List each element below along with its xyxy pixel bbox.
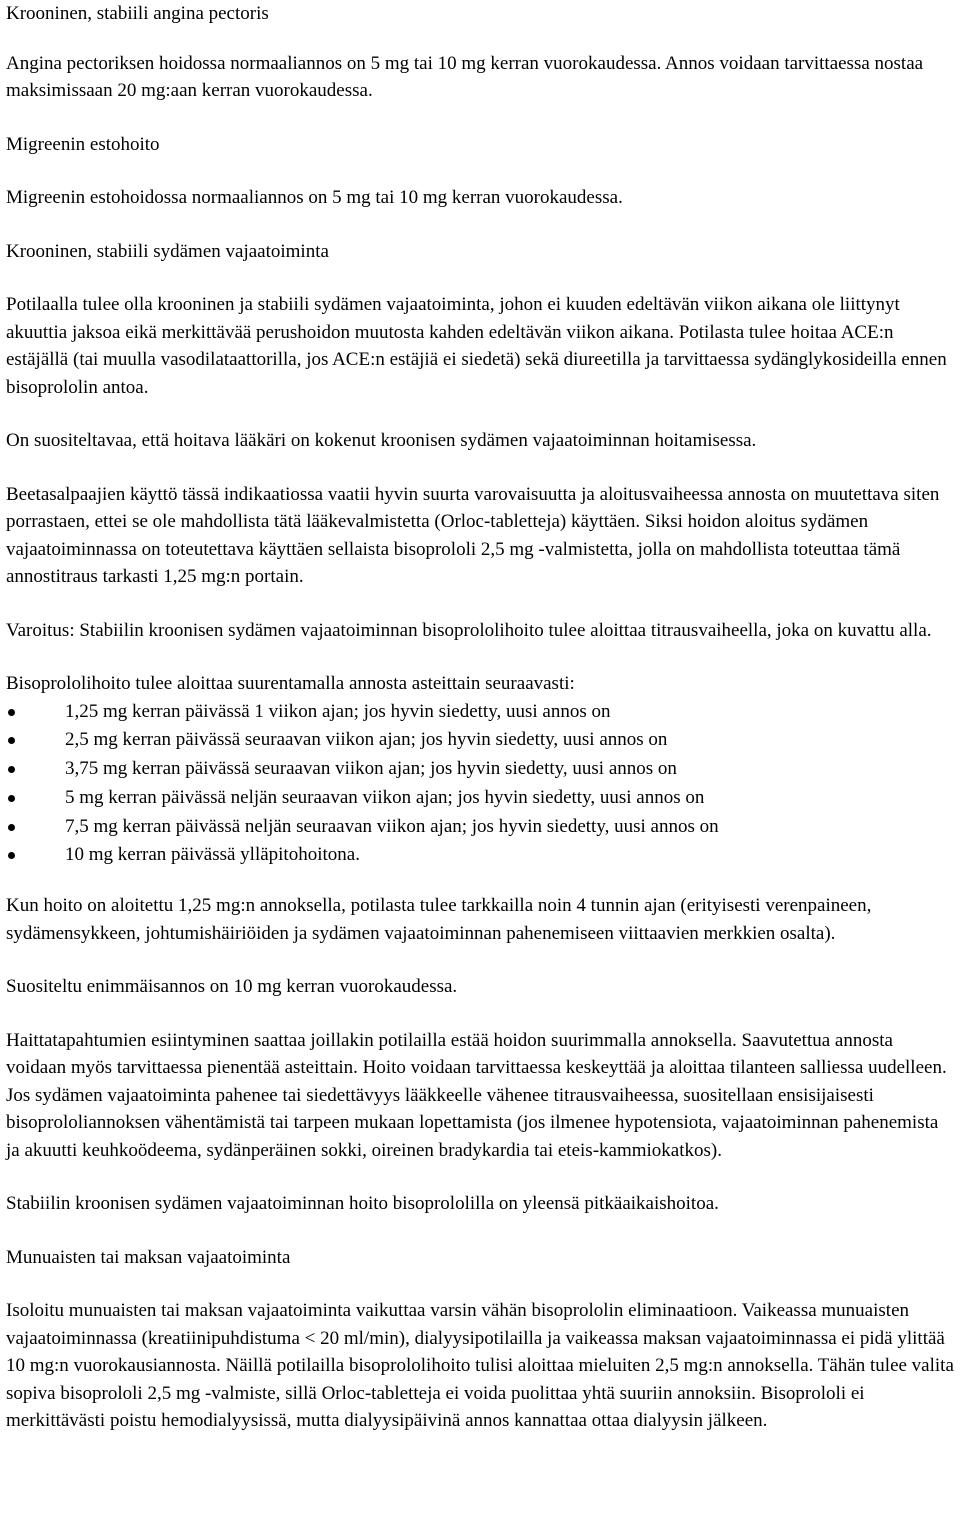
document-page	[6, 0, 954, 1435]
paragraph-long-term: Stabiilin kroonisen sydämen vajaatoiminnan hoito bisoprololilla on yleensä pitkäaikaishoitoa.	[6, 1193, 719, 1215]
heading-renal-hepatic: Munuaisten tai maksan vajaatoiminta	[6, 1246, 291, 1268]
list-item: 3,75 mg kerran päivässä seuraavan viikon ajan; jos hyvin siedetty, uusi annos on	[6, 755, 954, 784]
paragraph-max-dose: Suositeltu enimmäisannos on 10 mg kerran vuorokaudessa.	[6, 976, 458, 998]
paragraph-migraine-dosage: Migreenin estohoidossa normaaliannos on 5 mg tai 10 mg kerran vuorokaudessa.	[6, 187, 623, 208]
paragraph-beta-blocker-caution: Beetasalpaajien käyttö tässä indikaatiossa vaatii hyvin suurta varovaisuutta ja aloitusvaiheessa annosta on muutettava siten porrastaen, ettei se ole mahdollista tätä lääkevalmistetta (Orloc-tabletteja) käyttäen. Siksi hoidon aloitus sydämen vajaatoiminnassa on toteutettava käyttäen sellaista bisoprololi 2,5 mg -valmistetta, jolla on mahdollista toteuttaa tämä annostitraus tarkasti 1,25 mg:n portain.	[6, 483, 940, 587]
paragraph-monitoring: Kun hoito on aloitettu 1,25 mg:n annoksella, potilasta tulee tarkkailla noin 4 tunnin ajan (erityisesti verenpaineen, sydämensykkeen, johtumishäiriöiden ja sydämen vajaatoiminnan pahenemiseen viittaavien merkkien osalta).	[6, 895, 872, 944]
list-item: 10 mg kerran päivässä ylläpitohoitona.	[6, 841, 954, 870]
list-item: 1,25 mg kerran päivässä 1 viikon ajan; jos hyvin siedetty, uusi annos on	[6, 698, 954, 727]
list-item: 7,5 mg kerran päivässä neljän seuraavan viikon ajan; jos hyvin siedetty, uusi annos on	[6, 813, 954, 842]
titration-list	[6, 698, 954, 871]
paragraph-titration-intro: Bisoprololihoito tulee aloittaa suurentamalla annosta asteittain seuraavasti:	[6, 673, 575, 694]
paragraph-experienced-physician: On suositeltavaa, että hoitava lääkäri on kokenut kroonisen sydämen vajaatoiminnan hoitamisessa.	[6, 430, 757, 451]
heading-heart-failure: Krooninen, stabiili sydämen vajaatoiminta	[6, 240, 329, 262]
list-item: 2,5 mg kerran päivässä seuraavan viikon ajan; jos hyvin siedetty, uusi annos on	[6, 726, 954, 755]
paragraph-warning: Varoitus: Stabiilin kroonisen sydämen vajaatoiminnan bisoprololihoito tulee aloittaa titrausvaiheella, joka on kuvattu alla.	[6, 619, 932, 641]
heading-angina: Krooninen, stabiili angina pectoris	[6, 3, 269, 24]
paragraph-heart-failure-criteria: Potilaalla tulee olla krooninen ja stabiili sydämen vajaatoiminta, johon ei kuuden edeltävän viikon aikana ole liittynyt akuuttia jaksoa eikä merkittävää perushoidon muutosta kahden edeltävän viikon aikana. Potilasta tulee hoitaa ACE:n estäjällä (tai muulla vasodilataattorilla, jos ACE:n estäjiä ei siedetä) sekä diureetilla ja tarvittaessa sydänglykosideilla ennen bisoprololin antoa.	[6, 294, 947, 398]
paragraph-renal-hepatic: Isoloitu munuaisten tai maksan vajaatoiminta vaikuttaa varsin vähän bisoprololin eliminaatioon. Vaikeassa munuaisten vajaatoiminnassa (kreatiinipuhdistuma < 20 ml/min), dialyysipotilailla ja vaikeassa maksan vajaatoiminnassa ei pidä ylittää 10 mg:n vuorokausiannosta. Näillä potilailla bisoprololihoito tulisi aloittaa mieluiten 2,5 mg:n annoksella. Tähän tulee valita sopiva bisoprololi 2,5 mg -valmiste, sillä Orloc-tabletteja ei voida puolittaa yhtä suuriin annoksiin. Bisoprololi ei merkittävästi poistu hemodialyysissä, mutta dialyysipäivinä annos kannattaa ottaa dialyysin jälkeen.	[6, 1300, 954, 1432]
paragraph-adverse-events: Haittatapahtumien esiintyminen saattaa joillakin potilailla estää hoidon suurimmalla annoksella. Saavutettua annosta voidaan myös tarvittaessa pienentää asteittain. Hoito voidaan tarvittaessa keskeyttää ja aloittaa tilanteen salliessa uudelleen. Jos sydämen vajaatoiminta pahenee tai siedettävyys lääkkeelle vähenee titrausvaiheessa, suositellaan ensisijaisesti bisoprololiannoksen vähentämistä tai tarpeen mukaan lopettamista (jos ilmenee hypotensiota, vajaatoiminnan pahenemista ja akuutti keuhkoödeema, sydänperäinen sokki, oireinen bradykardia tai eteis-kammiokatkos).	[6, 1029, 947, 1161]
list-item: 5 mg kerran päivässä neljän seuraavan viikon ajan; jos hyvin siedetty, uusi annos on	[6, 784, 954, 813]
heading-migraine: Migreenin estohoito	[6, 133, 160, 155]
paragraph-angina-dosage: Angina pectoriksen hoidossa normaaliannos on 5 mg tai 10 mg kerran vuorokaudessa. Annos voidaan tarvittaessa nostaa maksimissaan 20 mg:aan kerran vuorokaudessa.	[6, 52, 924, 101]
